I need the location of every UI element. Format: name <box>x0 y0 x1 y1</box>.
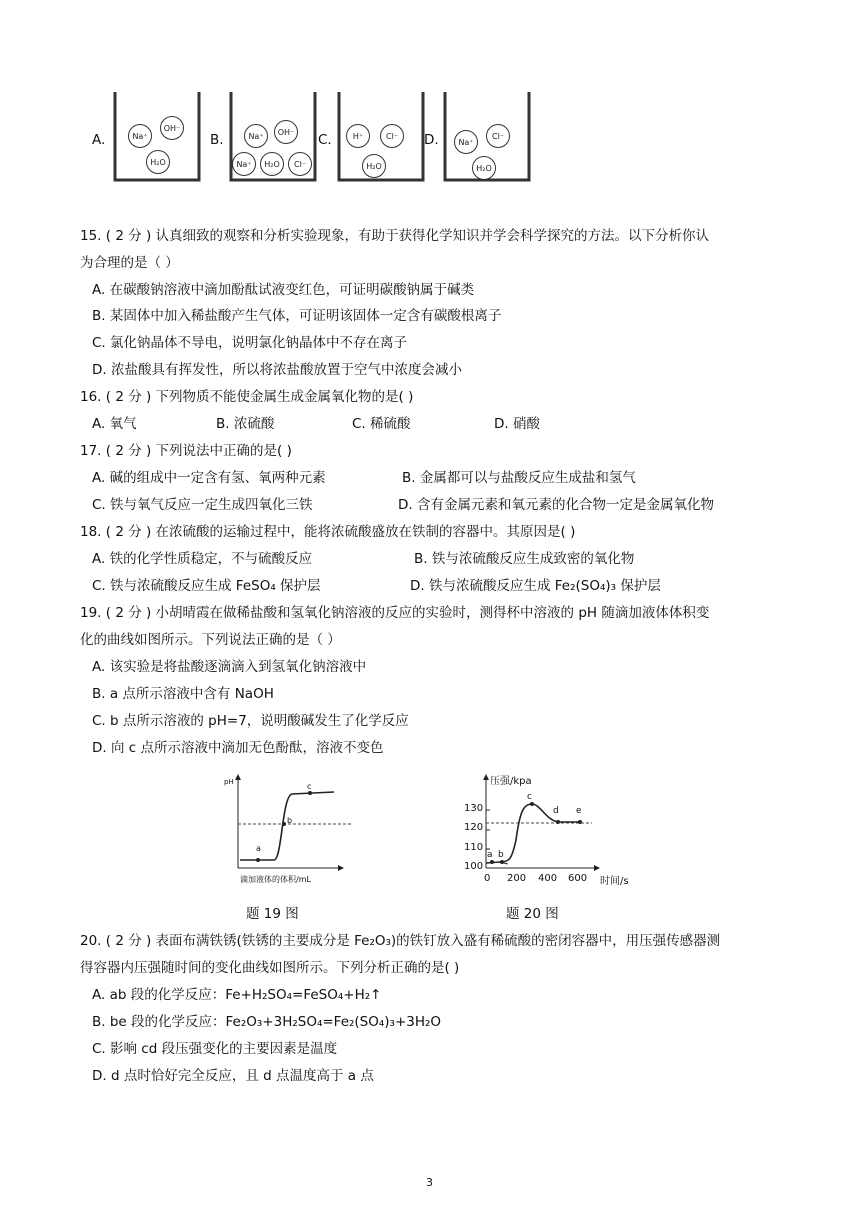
fig20-xtick: 600 <box>568 873 588 884</box>
fig20-caption: 题 20 图 <box>506 906 559 922</box>
beaker-label-c: C. <box>318 132 332 148</box>
fig20-point-a <box>490 860 494 864</box>
q15-stem-line1: 15. ( 2 分 ) 认真细致的观察和分析实验现象，有助于获得化学知识并学会科学探究的方法。以下分析你认 <box>80 228 710 244</box>
q20-stem-line2: 得容器内压强随时间的变化曲线如图所示。下列分析正确的是( ) <box>80 960 460 976</box>
ion: OH⁻ <box>160 116 184 140</box>
q20-option-d: D. d 点时恰好完全反应，且 d 点温度高于 a 点 <box>92 1068 374 1084</box>
fig19-point-c-label: c <box>307 782 312 791</box>
ion: Cl⁻ <box>486 124 510 148</box>
ion: Na⁺ <box>128 124 152 148</box>
q17-stem: 17. ( 2 分 ) 下列说法中正确的是( ) <box>80 443 292 459</box>
q15-option-c: C. 氯化钠晶体不导电，说明氯化钠晶体中不存在离子 <box>92 335 408 351</box>
q20-option-c: C. 影响 cd 段压强变化的主要因素是温度 <box>92 1041 338 1057</box>
fig19-ylabel: pH <box>224 778 234 786</box>
ion: H₂O <box>472 156 496 180</box>
beaker-options <box>90 86 510 190</box>
fig20-point-b-label: b <box>498 850 504 860</box>
fig19-point-c <box>308 791 312 795</box>
q19-option-c: C. b 点所示溶液的 pH=7，说明酸碱发生了化学反应 <box>92 713 409 729</box>
q15-option-d: D. 浓盐酸具有挥发性，所以将浓盐酸放置于空气中浓度会减小 <box>92 362 462 378</box>
fig20-point-c-label: c <box>527 792 532 802</box>
fig20-point-d <box>556 820 560 824</box>
fig20-point-e <box>578 820 582 824</box>
fig20-xlabel: 时间/s <box>600 876 629 887</box>
ion: H₂O <box>362 154 386 178</box>
q16-option-a: A. 氧气 <box>92 416 137 432</box>
q16-option-c: C. 稀硫酸 <box>352 416 411 432</box>
fig20-pressure-curve <box>462 770 622 888</box>
q18-option-d: D. 铁与浓硫酸反应生成 Fe₂(SO₄)₃ 保护层 <box>410 578 661 594</box>
ion: H⁺ <box>346 124 370 148</box>
page-number: 3 <box>426 1176 433 1189</box>
q20-option-a: A. ab 段的化学反应：Fe+H₂SO₄=FeSO₄+H₂↑ <box>92 987 382 1003</box>
fig20-ytick: 120 <box>464 822 484 833</box>
q17-option-a: A. 碱的组成中一定含有氢、氧两种元素 <box>92 470 326 486</box>
q16-option-d: D. 硝酸 <box>494 416 540 432</box>
fig20-point-c <box>530 802 534 806</box>
fig19-point-a <box>256 858 260 862</box>
q20-option-b: B. be 段的化学反应：Fe₂O₃+3H₂SO₄=Fe₂(SO₄)₃+3H₂O <box>92 1014 442 1030</box>
fig19-caption: 题 19 图 <box>246 906 299 922</box>
fig19-point-a-label: a <box>256 844 261 853</box>
q16-stem: 16. ( 2 分 ) 下列物质不能使金属生成金属氧化物的是( ) <box>80 389 414 405</box>
q17-option-c: C. 铁与氧气反应一定生成四氧化三铁 <box>92 497 313 513</box>
q17-option-b: B. 金属都可以与盐酸反应生成盐和氢气 <box>402 470 636 486</box>
q15-option-a: A. 在碳酸钠溶液中滴加酚酞试液变红色，可证明碳酸钠属于碱类 <box>92 282 475 298</box>
fig20-ylabel: 压强/kpa <box>490 776 532 787</box>
ion: H₂O <box>146 150 170 174</box>
ion: Na⁺ <box>244 124 268 148</box>
ion: Na⁺ <box>232 152 256 176</box>
q19-stem-line2: 化的曲线如图所示。下列说法正确的是（ ） <box>80 632 341 648</box>
fig19-point-b-label: b <box>287 816 293 825</box>
q17-option-d: D. 含有金属元素和氧元素的化合物一定是金属氧化物 <box>398 497 714 513</box>
beaker-label-a: A. <box>92 132 106 148</box>
fig20-ytick: 110 <box>464 842 484 853</box>
fig20-xtick: 0 <box>484 873 491 884</box>
q19-option-a: A. 该实验是将盐酸逐滴滴入到氢氧化钠溶液中 <box>92 659 367 675</box>
q15-stem-line2: 为合理的是（ ） <box>80 255 179 271</box>
ion: Cl⁻ <box>380 124 404 148</box>
q18-option-b: B. 铁与浓硫酸反应生成致密的氧化物 <box>414 551 635 567</box>
fig20-xtick: 400 <box>538 873 558 884</box>
ion: Cl⁻ <box>288 152 312 176</box>
q19-stem-line1: 19. ( 2 分 ) 小胡晴霞在做稀盐酸和氢氧化钠溶液的反应的实验时，测得杯中溶液的 pH 随滴加液体体积变 <box>80 605 710 621</box>
ion: Na⁺ <box>454 130 478 154</box>
q19-option-b: B. a 点所示溶液中含有 NaOH <box>92 686 274 702</box>
fig20-point-e-label: e <box>576 806 582 816</box>
fig20-xtick: 200 <box>507 873 527 884</box>
q18-stem: 18. ( 2 分 ) 在浓硫酸的运输过程中，能将浓硫酸盛放在铁制的容器中。其原因是( ) <box>80 524 576 540</box>
beaker-label-d: D. <box>424 132 439 148</box>
fig19-curve <box>240 792 334 860</box>
fig19-point-b <box>282 822 286 826</box>
fig19-ph-curve <box>222 772 362 890</box>
q18-option-c: C. 铁与浓硫酸反应生成 FeSO₄ 保护层 <box>92 578 321 594</box>
q16-option-b: B. 浓硫酸 <box>216 416 275 432</box>
q19-option-d: D. 向 c 点所示溶液中滴加无色酚酞，溶液不变色 <box>92 740 384 756</box>
fig20-point-d-label: d <box>553 806 559 816</box>
beaker-label-b: B. <box>210 132 224 148</box>
fig20-point-a-label: a <box>487 850 493 860</box>
q15-option-b: B. 某固体中加入稀盐酸产生气体，可证明该固体一定含有碳酸根离子 <box>92 308 502 324</box>
fig20-ytick: 130 <box>464 803 484 814</box>
fig20-point-b <box>500 860 504 864</box>
fig20-ytick: 100 <box>464 861 484 872</box>
q18-option-a: A. 铁的化学性质稳定，不与硫酸反应 <box>92 551 313 567</box>
fig19-xlabel: 滴加液体的体积/mL <box>240 875 311 884</box>
ion: OH⁻ <box>274 120 298 144</box>
ion: H₂O <box>260 152 284 176</box>
q20-stem-line1: 20. ( 2 分 ) 表面布满铁锈(铁锈的主要成分是 Fe₂O₃)的铁钉放入盛有稀硫酸的密闭容器中，用压强传感器测 <box>80 933 721 949</box>
